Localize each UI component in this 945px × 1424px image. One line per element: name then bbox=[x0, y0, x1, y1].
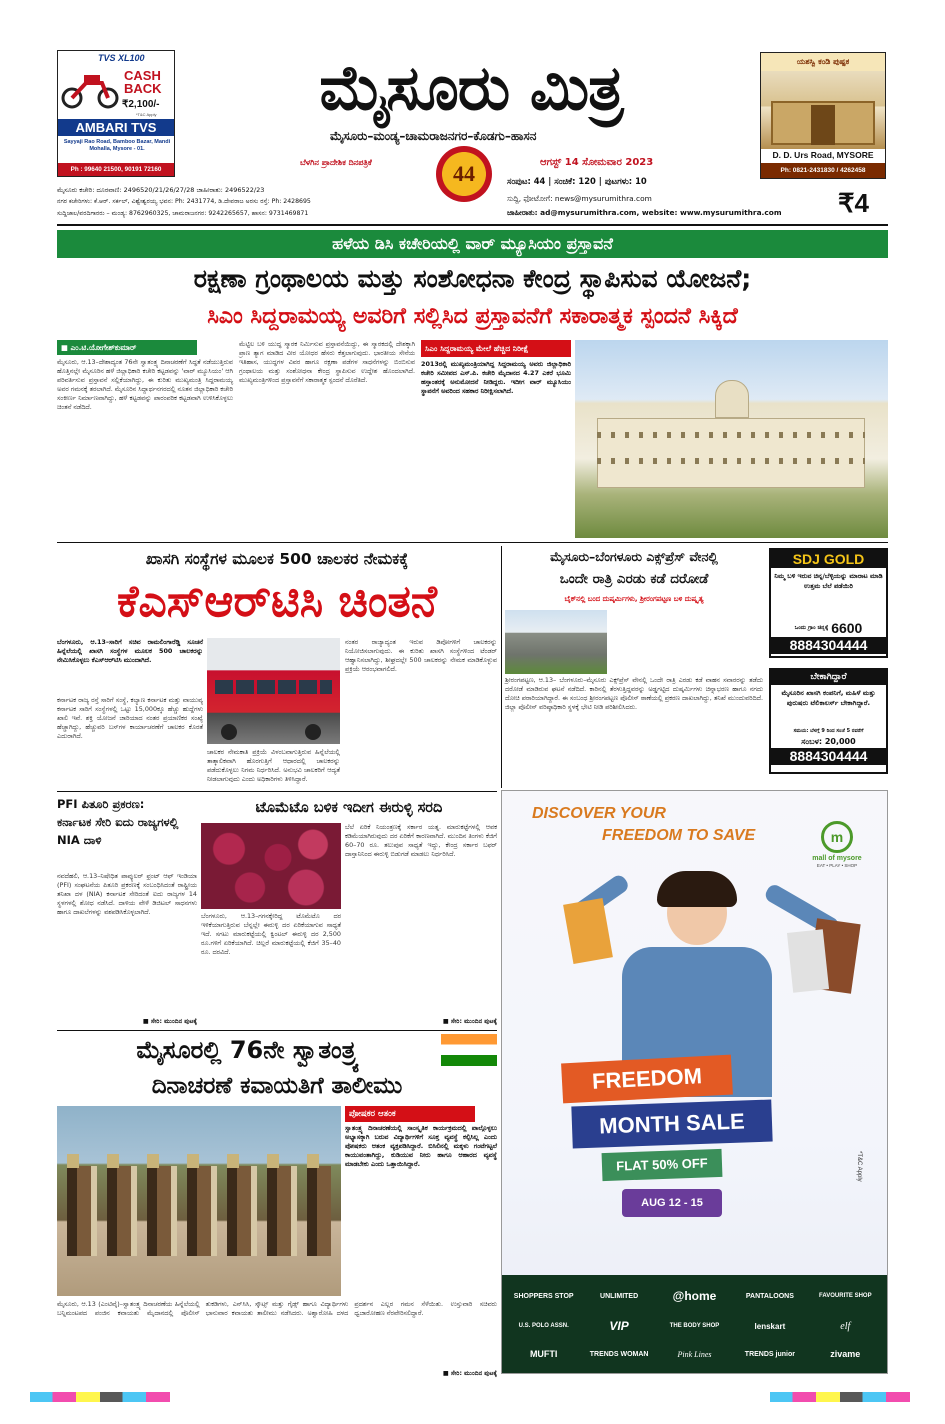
brand-14: TRENDS junior bbox=[744, 1350, 795, 1358]
brand-2: UNLIMITED bbox=[600, 1292, 639, 1300]
story1-headline-1: ರಕ್ಷಣಾ ಗ್ರಂಥಾಲಯ ಮತ್ತು ಸಂಶೋಧನಾ ಕೇಂದ್ರ ಸ್ಥಾಪಿಸುವ ಯೋಜನೆ; bbox=[193, 264, 752, 293]
story3-kicker: ಮೈಸೂರು–ಬೆಂಗಳೂರು ಎಕ್ಸ್‌ಪ್ರೆಸ್ ವೇನಲ್ಲಿ bbox=[550, 549, 718, 564]
email-line-2: ಜಾಹೀರಾತು: ad@mysurumithra.com, website: www.mysurumithra.com bbox=[507, 208, 782, 217]
sale-dates: AUG 12 - 15 bbox=[622, 1189, 722, 1217]
story6-photo-parade bbox=[57, 1106, 341, 1296]
wanted-salary: ಸಂಬಳ: 20,000 bbox=[801, 737, 856, 746]
tvs-cashback: CASH BACK bbox=[124, 68, 162, 96]
wanted-title: ಬೇಕಾಗಿದ್ದಾರೆ bbox=[771, 670, 886, 685]
story2-body2: ಚಾಲಕರ ನೇಮಕಾತಿ ಪ್ರಕ್ರಿಯೆ ವಿಳಂಬವಾಗುತ್ತಿರುವ ಹಿನ್ನೆಲೆಯಲ್ಲಿ ತಾತ್ಕಾಲಿಕವಾಗಿ ಹೊರಗುತ್ತಿಗೆ ಆಧಾರದಲ್ಲಿ ಚಾಲಕರನ್ನು ಪಡೆದುಕೊಳ್ಳಲು ನಿಗಮ ನಿರ್ಧರಿಸಿದೆ. ಅನುಭವಿ ಚಾಲಕರಿಗೆ ಆದ್ಯತೆ ನೀಡಲಾಗುವುದು ಎಂದು ಅಧಿಕಾರಿಗಳು ತಿಳಿಸಿದ್ದಾರೆ. bbox=[207, 748, 343, 783]
tvs-address: Sayyaji Rao Road, Bamboo Bazar, Mandi Mohalla, Mysore - 01. bbox=[63, 139, 171, 152]
mall-ad[interactable] bbox=[501, 790, 888, 1374]
story3-body: ಶ್ರೀರಂಗಪಟ್ಟಣ, ಆ.13– ಬೆಂಗಳೂರು–ಮೈಸೂರು ಎಕ್ಸ್‌ಪ್ರೆಸ್ ವೇನಲ್ಲಿ ಒಂದೇ ರಾತ್ರಿ ಎರಡು ಕಡೆ ವಾಹನ ಸವಾರರನ್ನು ತಡೆದು ದರೋಡೆ ಮಾಡಿರುವ ಘಟನೆ ನಡೆದಿದೆ. ಕಾರಿನಲ್ಲಿ ತೆರಳುತ್ತಿದ್ದವರನ್ನು ಅಡ್ಡಗಟ್ಟಿದ ದುಷ್ಕರ್ಮಿಗಳು ಚಿನ್ನಾಭರಣ ಹಾಗೂ ನಗದು ದೋಚಿ ಪರಾರಿಯಾಗಿದ್ದಾರೆ. ಈ ಸಂಬಂಧ ಶ್ರೀರಂಗಪಟ್ಟಣ ಪೊಲೀಸ್ ಠಾಣೆಯಲ್ಲಿ ಪ್ರಕರಣ ದಾಖಲಾಗಿದ್ದು, ತನಿಖೆ ಮುಂದುವರಿದಿದೆ. ಜಿಲ್ಲಾ ಪೊಲೀಸ್ ವರಿಷ್ಠಾಧಿಕಾರಿ ಸ್ಥಳಕ್ಕೆ ಭೇಟಿ ನೀಡಿ ಪರಿಶೀಲಿಸಿದರು. bbox=[505, 676, 766, 711]
story6-credit: ■ ಸೇರಿ: ಮುಂದಿನ ಪುಟಕ್ಕೆ bbox=[442, 1370, 497, 1377]
brand-strip bbox=[502, 1275, 887, 1373]
story4-body: ನವದೆಹಲಿ, ಆ.13–ನಿಷೇಧಿತ ಪಾಪ್ಯುಲರ್ ಫ್ರಂಟ್ ಆಫ್ ಇಂಡಿಯಾ (PFI) ಸಂಘಟನೆಯ ಪಿತೂರಿ ಪ್ರಕರಣಕ್ಕೆ ಸಂಬಂಧಿಸಿದಂತೆ ರಾಷ್ಟ್ರೀಯ ತನಿಖಾ ದಳ (NIA) ಕರ್ನಾಟಕ ಸೇರಿದಂತೆ ಐದು ರಾಜ್ಯಗಳ 14 ಸ್ಥಳಗಳಲ್ಲಿ ಶೋಧ ನಡೆಸಿದೆ. ದಾಳಿಯ ವೇಳೆ ಡಿಜಿಟಲ್ ಸಾಧನಗಳು ಹಾಗೂ ದಾಖಲೆಗಳನ್ನು ವಶಪಡಿಸಿಕೊಳ್ಳಲಾಗಿದೆ. bbox=[57, 872, 200, 916]
tvs-dealer: AMBARI TVS bbox=[58, 119, 174, 136]
sdj-rate: 6600 bbox=[831, 620, 863, 636]
masthead-rule bbox=[57, 224, 888, 226]
mall-tc: *T&C Apply bbox=[856, 1151, 862, 1182]
story2-body1: ಕರ್ನಾಟಕ ರಾಜ್ಯ ರಸ್ತೆ ಸಾರಿಗೆ ಸಂಸ್ಥೆ, ಕಲ್ಯಾಣ ಕರ್ನಾಟಕ ಮತ್ತು ವಾಯುವ್ಯ ಕರ್ನಾಟಕ ಸಾರಿಗೆ ಸಂಸ್ಥೆಗಳಲ್ಲಿ ಒಟ್ಟು 15,000ಕ್ಕೂ ಹೆಚ್ಚು ಹುದ್ದೆಗಳು ಖಾಲಿ ಇವೆ. ಶಕ್ತಿ ಯೋಜನೆ ಜಾರಿಯಾದ ನಂತರ ಪ್ರಯಾಣಿಕರ ಸಂಖ್ಯೆ ಹೆಚ್ಚಾಗಿದ್ದು, ಹೆಚ್ಚುವರಿ ಬಸ್‌ಗಳ ಕಾರ್ಯಾಚರಣೆಗೆ ಚಾಲಕರ ಕೊರತೆ ಎದುರಾಗಿದೆ. bbox=[57, 696, 206, 740]
brand-12: TRENDS WOMAN bbox=[589, 1350, 649, 1358]
masthead-title: ಮೈಸೂರು ಮಿತ್ರ bbox=[319, 51, 623, 124]
sdj-text: ನಿಮ್ಮ ಬಳಿ ಇರುವ ಚಿನ್ನ/ಬೆಳ್ಳಿಯನ್ನು ಮಾರಾಟ ಮಾಡಿ ಉತ್ತಮ ಬೆಲೆ ಪಡೆಯಿರಿ bbox=[774, 572, 883, 590]
story2-headline: ಕೆಎಸ್‌ಆರ್‌ಟಿಸಿ ಚಿಂತನೆ bbox=[116, 576, 438, 627]
story2-lead: ಬೆಂಗಳೂರು, ಆ.13–ಸಾರಿಗೆ ಸಚಿವ ರಾಮಲಿಂಗಾರೆಡ್ಡಿ ಸೂಚನೆ ಹಿನ್ನೆಲೆಯಲ್ಲಿ ಖಾಸಗಿ ಸಂಸ್ಥೆಗಳ ಮೂಲಕ 500 ಚಾಲಕರನ್ನು ನೇಮಿಸಿಕೊಳ್ಳಲು ಕೆಎಸ್‌ಆರ್‌ಟಿಸಿ ಮುಂದಾಗಿದೆ. bbox=[57, 638, 206, 664]
masthead-tagline: ಬೆಳಗಿನ ಪ್ರಾದೇಶಿಕ ದಿನಪತ್ರಿಕೆ bbox=[300, 158, 372, 167]
tvs-ad[interactable] bbox=[57, 50, 175, 177]
story1-byline: ■ ಎಂ.ಟಿ.ಯೋಗೇಶ್‌ಕುಮಾರ್ bbox=[57, 340, 197, 355]
rule-2 bbox=[57, 791, 497, 792]
mall-tag: EAT • PLAY • SHOP bbox=[816, 863, 858, 868]
brand-9: lenskart bbox=[754, 1321, 786, 1331]
sdj-title: SDJ GOLD bbox=[771, 550, 886, 568]
story1-headline-2: ಸಿಎಂ ಸಿದ್ದರಾಮಯ್ಯ ಅವರಿಗೆ ಸಲ್ಲಿಸಿದ ಪ್ರಸ್ತಾವನೆಗೆ ಸಕಾರಾತ್ಮಕ ಸ್ಪಂದನೆ ಸಿಕ್ಕಿದೆ bbox=[207, 304, 738, 329]
tvs-tc: *T&C Apply bbox=[136, 112, 157, 117]
brand-8: THE BODY SHOP bbox=[669, 1323, 720, 1329]
brand-4: PANTALOONS bbox=[745, 1292, 794, 1300]
sale-offer: FLAT 50% OFF bbox=[602, 1149, 723, 1181]
email-line-1: ಸುದ್ದಿ, ಫೋಟೋಗೆ: news@mysurumithra.com bbox=[507, 194, 652, 203]
brand-10: elf bbox=[840, 1320, 851, 1332]
story4-credit: ■ ಸೇರಿ: ಮುಂದಿನ ಪುಟಕ್ಕೆ bbox=[142, 1018, 197, 1025]
story6-flag-inset bbox=[441, 1034, 497, 1066]
sdj-gold-ad[interactable] bbox=[769, 548, 888, 658]
sale-banner-1: FREEDOM bbox=[561, 1055, 733, 1104]
yashasvi-name: ಯಶಸ್ವಿ ಕಂಡಿ ಪುಷ್ಪಕ bbox=[761, 53, 885, 71]
story1-col1: ಮೈಸೂರು, ಆ.13–ದೇಶಾದ್ಯಂತ 76ನೇ ಸ್ವಾತಂತ್ರ್ಯ ದಿನಾಚರಣೆಗೆ ಸಿದ್ಧತೆ ನಡೆಯುತ್ತಿರುವ ಹೊತ್ತಿನಲ್ಲೇ ಮೈಸೂರಿನ ಹಳೆ ಜಿಲ್ಲಾಧಿಕಾರಿ ಕಚೇರಿ ಕಟ್ಟಡವನ್ನು 'ವಾರ್ ಮ್ಯೂಸಿಯಂ' ಆಗಿ ಪರಿವರ್ತಿಸುವ ಪ್ರಸ್ತಾವನೆ ಸಲ್ಲಿಕೆಯಾಗಿದ್ದು, ಈ ಕುರಿತು ಮುಖ್ಯಮಂತ್ರಿ ಸಿದ್ದರಾಮಯ್ಯ ಅವರ ಗಮನಕ್ಕೆ ತರಲಾಗಿದೆ. ಮೈಸೂರಿನ ಸಿದ್ದಾರ್ಥನಗರದಲ್ಲಿ ನೂತನ ಜಿಲ್ಲಾಧಿಕಾರಿ ಕಚೇರಿ ಸಂಕೀರ್ಣ ನಿರ್ಮಾಣವಾಗಿದ್ದು, ಹಳೆ ಕಟ್ಟಡವನ್ನು ಪಾರಂಪರಿಕ ಕಟ್ಟಡವಾಗಿ ಉಳಿಸಿಕೊಳ್ಳಲು ಚಿಂತನೆ ನಡೆದಿದೆ. bbox=[57, 358, 236, 411]
mall-logo-icon: m bbox=[821, 821, 853, 853]
brand-13: Pink Lines bbox=[677, 1349, 712, 1359]
story3-sub: ಬೈಕ್‌ನಲ್ಲಿ ಬಂದ ದುಷ್ಕರ್ಮಿಗಳು, ಶ್ರೀರಂಗಪಟ್ಟಣ ಬಳಿ ದುಷ್ಕೃತ್ಯ bbox=[564, 595, 704, 603]
colour-bar-right bbox=[770, 1392, 910, 1402]
story5-photo-onion bbox=[201, 823, 341, 909]
yashasvi-address: D. D. Urs Road, MYSORE bbox=[772, 150, 874, 160]
story6-headline-1: ಮೈಸೂರಲ್ಲಿ 76ನೇ ಸ್ವಾತಂತ್ರ್ಯ bbox=[136, 1036, 360, 1064]
sale-banner-2: MONTH SALE bbox=[571, 1100, 772, 1149]
brand-5: FAVOURITE SHOP bbox=[819, 1293, 872, 1299]
sdj-rate-label: ಒಂದು ಗ್ರಾಂ ಚಿನ್ನಕ್ಕೆ bbox=[794, 624, 829, 631]
contact-line-1: ಮೈಸೂರು ಕಚೇರಿ: ದೂರವಾಣಿ: 2496520/21/26/27/28 ಜಾಹೀರಾತು: 2496522/23 bbox=[57, 186, 265, 194]
brand-7: VIP bbox=[609, 1319, 629, 1333]
mall-headline-1: DISCOVER YOUR bbox=[532, 805, 666, 822]
brand-11: MUFTI bbox=[529, 1349, 558, 1359]
rule-1 bbox=[57, 542, 888, 543]
wanted-time: ಸಮಯ: ಬೆಳಗ್ಗೆ 9 ರಿಂದ ಸಂಜೆ 5 ರವರೆಗೆ bbox=[793, 728, 864, 734]
story2-photo-bus bbox=[207, 638, 340, 744]
story6-headline-2: ದಿನಾಚರಣೆ ಕವಾಯತಿಗೆ ತಾಲೀಮು bbox=[151, 1073, 403, 1099]
brand-6: U.S. POLO ASSN. bbox=[518, 1323, 569, 1329]
brand-1: SHOPPERS STOP bbox=[513, 1292, 574, 1300]
story5-body1: ಬೆಂಗಳೂರು, ಆ.13–ಗಗನಕ್ಕೇರಿದ್ದ ಟೊಮೆಟೊ ದರ ಇಳಿಕೆಯಾಗುತ್ತಿರುವ ಬೆನ್ನಲ್ಲೇ ಈರುಳ್ಳಿ ದರ ಏರಿಕೆಯಾಗುವ ಸಾಧ್ಯತೆ ಇದೆ. ಸಗಟು ಮಾರುಕಟ್ಟೆಯಲ್ಲಿ ಕ್ವಿಂಟಲ್ ಈರುಳ್ಳಿ ದರ 2,500 ರೂ.ಗಳಿಗೆ ಏರಿಕೆಯಾಗಿದೆ. ಚಿಲ್ಲರೆ ಮಾರುಕಟ್ಟೆಯಲ್ಲಿ ಕೆಜಿಗೆ 35–40 ರೂ. ದರವಿದೆ. bbox=[201, 912, 344, 956]
wanted-phone: 8884304444 bbox=[771, 748, 886, 765]
masthead-issue: ಸಂಪುಟ: 44 | ಸಂಚಿಕೆ: 120 | ಪುಟಗಳು: 10 bbox=[507, 176, 647, 186]
story6-side-body: ಸ್ವಾತಂತ್ರ್ಯ ದಿನಾಚರಣೆಯಲ್ಲಿ ಸಾಂಸ್ಕೃತಿಕ ಕಾರ್ಯಕ್ರಮದಲ್ಲಿ ಪಾಲ್ಗೊಳ್ಳಲು ಅಭ್ಯಾಸಕ್ಕಾಗಿ ಬರುವ ವಿದ್ಯಾರ್ಥಿಗಳಿಗೆ ಸೂಕ್ತ ವ್ಯವಸ್ಥೆ ಕಲ್ಪಿಸಿಲ್ಲ ಎಂದು ಪೋಷಕರು ಆತಂಕ ವ್ಯಕ್ತಪಡಿಸಿದ್ದಾರೆ. ಬಿಸಿಲಿನಲ್ಲಿ ಮಕ್ಕಳು ಗಂಟೆಗಟ್ಟಲೆ ಕಾಯುವಂತಾಗಿದ್ದು, ಕುಡಿಯುವ ನೀರು ಹಾಗೂ ಆಹಾರದ ವ್ಯವಸ್ಥೆ ಮಾಡಬೇಕು ಎಂದು ಒತ್ತಾಯಿಸಿದ್ದಾರೆ. bbox=[345, 1124, 500, 1168]
story3-photo-expressway bbox=[505, 610, 607, 674]
yashasvi-phone: Ph: 0821-2431830 / 4262458 bbox=[761, 163, 885, 178]
masthead-subtitle: ಮೈಸೂರು–ಮಂಡ್ಯ–ಚಾಮರಾಜನಗರ–ಕೊಡಗು–ಹಾಸನ bbox=[330, 129, 537, 143]
story1-photo-caption: ಸಿಎಂ ಸಿದ್ದರಾಮಯ್ಯ ಮೇಲೆ ಹೆಚ್ಚಿದ ನಿರೀಕ್ಷೆ bbox=[421, 340, 571, 357]
wanted-text: ಮೈಸೂರಿನ ಖಾಸಗಿ ಕಂಪನಿಗೆ, ಮಹಿಳೆ ಮತ್ತು ಪುರುಷರು ಟೆಲಿಕಾಲರ್ಸ್ ಬೇಕಾಗಿದ್ದಾರೆ. bbox=[781, 689, 876, 707]
story4-headline: ಕರ್ನಾಟಕ ಸೇರಿ ಐದು ರಾಜ್ಯಗಳಲ್ಲಿ NIA ದಾಳಿ bbox=[57, 815, 179, 847]
story1-kicker: ಹಳೆಯ ಡಿಸಿ ಕಚೇರಿಯಲ್ಲಿ ವಾರ್ ಮ್ಯೂಸಿಯಂ ಪ್ರಸ್ತಾವನೆ bbox=[57, 230, 888, 258]
tvs-model: TVS XL100 bbox=[98, 53, 145, 63]
sdj-phone: 8884304444 bbox=[771, 637, 886, 654]
brand-3: @home bbox=[672, 1289, 717, 1303]
story6-side-kicker: ಪೋಷಕರ ಆತಂಕ bbox=[345, 1106, 475, 1122]
tvs-phone: Ph : 99640 21500, 90191 72160 bbox=[58, 163, 174, 176]
mall-headline-2: FREEDOM TO SAVE bbox=[602, 827, 756, 844]
brand-15: zivame bbox=[830, 1349, 861, 1359]
story1-photo-dc-office bbox=[575, 340, 888, 538]
story2-kicker: ಖಾಸಗಿ ಸಂಸ್ಥೆಗಳ ಮೂಲಕ 500 ಚಾಲಕರ ನೇಮಕಕ್ಕೆ bbox=[145, 550, 409, 568]
story3-headline: ಒಂದೇ ರಾತ್ರಿ ಎರಡು ಕಡೆ ದರೋಡೆ bbox=[559, 571, 709, 587]
story1-col2: ಮೆಟ್ಟಿಲ ಬಳಿ ಯುದ್ಧ ಸ್ಮಾರಕ ನಿರ್ಮಿಸುವ ಪ್ರಸ್ತಾವನೆಯಿದ್ದು, ಈ ಸ್ಮಾರಕದಲ್ಲಿ ದೇಶಕ್ಕಾಗಿ ಪ್ರಾಣ ತ್ಯಾಗ ಮಾಡಿದ ವೀರ ಯೋಧರ ಹೆಸರು ಕೆತ್ತಲಾಗುವುದು. ಭಾರತೀಯ ಸೇನೆಯ ಇತಿಹಾಸ, ಯುದ್ಧಗಳ ವಿವರ ಹಾಗೂ ರಕ್ಷಣಾ ಪಡೆಗಳ ಸಾಧನೆಗಳನ್ನು ಬಿಂಬಿಸುವ ಗ್ರಂಥಾಲಯ ಮತ್ತು ಸಂಶೋಧನಾ ಕೇಂದ್ರ ಸ್ಥಾಪಿಸುವ ಉದ್ದೇಶ ಹೊಂದಲಾಗಿದೆ. ಮುಖ್ಯಮಂತ್ರಿಗಳಿಂದ ಪ್ರಸ್ತಾವನೆಗೆ ಸಕಾರಾತ್ಮಕ ಸ್ಪಂದನೆ ದೊರೆತಿದೆ. bbox=[239, 340, 418, 384]
story2-body3: ನಂತರ ರಾಜ್ಯಾದ್ಯಂತ ಇರುವ ಡಿಪೋಗಳಿಗೆ ಚಾಲಕರನ್ನು ನಿಯೋಜಿಸಲಾಗುವುದು. ಈ ಕುರಿತು ಖಾಸಗಿ ಸಂಸ್ಥೆಗಳಿಂದ ಟೆಂಡರ್ ಆಹ್ವಾನಿಸಲಾಗಿದ್ದು, ಶೀಘ್ರದಲ್ಲೇ 500 ಚಾಲಕರನ್ನು ನೇಮಕ ಮಾಡಿಕೊಳ್ಳುವ ಪ್ರಕ್ರಿಯೆ ಆರಂಭವಾಗಲಿದೆ. bbox=[345, 638, 500, 673]
yashasvi-ad[interactable] bbox=[760, 52, 886, 179]
masthead-date: ಆಗಸ್ಟ್ 14 ಸೋಮವಾರ 2023 bbox=[540, 157, 654, 168]
column-divider bbox=[501, 546, 502, 788]
contact-line-2: ನಗರ ಕಚೇರಿಗಳು: ಕೆ.ಆರ್. ಸರ್ಕಲ್, ವಿಶ್ವೇಶ್ವರಯ್ಯ ಭವನ: Ph: 2431774, ಡಿ.ದೇವರಾಜ ಅರಸು ರಸ್ತೆ: Ph: 2428695 bbox=[57, 198, 311, 205]
story5-body2: ಬೆಲೆ ಏರಿಕೆ ನಿಯಂತ್ರಣಕ್ಕೆ ಸರ್ಕಾರ ಯತ್ನ. ಮಾರುಕಟ್ಟೆಗಳಲ್ಲಿ ಆವಕ ಕಡಿಮೆಯಾಗಿರುವುದು ದರ ಏರಿಕೆಗೆ ಕಾರಣವಾಗಿದೆ. ಮುಂದಿನ ತಿಂಗಳು ಕೆಜಿಗೆ 60–70 ರೂ. ತಲುಪುವ ಸಾಧ್ಯತೆ ಇದ್ದು, ಕೇಂದ್ರ ಸರ್ಕಾರ ಬಫರ್ ದಾಸ್ತಾನಿನಿಂದ ಈರುಳ್ಳಿ ಬಿಡುಗಡೆ ಮಾಡಲು ನಿರ್ಧರಿಸಿದೆ. bbox=[345, 823, 500, 858]
price: ₹4 bbox=[838, 188, 870, 218]
contact-line-3: ಸುದ್ದಿಜಾಲ/ವರದಿಗಾರರು – ಮಂಡ್ಯ: 8762960325, ಚಾಮರಾಜನಗರ: 9242265657, ಹಾಸನ: 9731469871 bbox=[57, 210, 309, 217]
colour-bar-left bbox=[30, 1392, 170, 1402]
mall-name: mall of mysore bbox=[812, 855, 862, 862]
story4-kicker: PFI ಪಿತೂರಿ ಪ್ರಕರಣ: bbox=[57, 797, 145, 811]
story6-body: ಮೈಸೂರು, ಆ.13 (ಎಂಟಿವೈ)–ಸ್ವಾತಂತ್ರ್ಯ ದಿನಾಚರಣೆಯ ಹಿನ್ನೆಲೆಯಲ್ಲಿ ಬನ್ನಿಮಂಟಪದ ಪಂಜಿನ ಕವಾಯತು ಮೈದಾನದಲ್ಲಿ ಪೊಲೀಸ್ ತುಕಡಿಗಳು, ಎನ್‌ಸಿಸಿ, ಸ್ಕೌಟ್ಸ್ ಮತ್ತು ಗೈಡ್ಸ್ ಹಾಗೂ ವಿದ್ಯಾರ್ಥಿಗಳು ಭಾನುವಾರ ಕವಾಯತು ತಾಲೀಮು ನಡೆಸಿದರು. ಅಶ್ವಾರೋಹಿ ದಳದ ಪ್ರದರ್ಶನ ಎಲ್ಲರ ಗಮನ ಸೆಳೆಯಿತು. ಉಸ್ತುವಾರಿ ಸಚಿವರು ಧ್ವಜಾರೋಹಣ ನೆರವೇರಿಸಲಿದ್ದಾರೆ. bbox=[57, 1300, 500, 1317]
rule-3 bbox=[57, 1030, 497, 1031]
wanted-ad[interactable] bbox=[769, 668, 888, 774]
yashasvi-photo bbox=[761, 71, 885, 149]
motorcycle-icon bbox=[60, 65, 120, 109]
story1-photo-text: 2013ರಲ್ಲಿ ಮುಖ್ಯಮಂತ್ರಿಯಾಗಿದ್ದ ಸಿದ್ದರಾಮಯ್ಯ ಅವರು ಜಿಲ್ಲಾಧಿಕಾರಿ ಕಚೇರಿ ಸಮೀಪದ ಎಸ್.ಪಿ. ಕಚೇರಿ ಮೈದಾನದ 4.27 ಎಕರೆ ಭೂಮಿ ಹಸ್ತಾಂತರಕ್ಕೆ ಅನುಮೋದನೆ ನೀಡಿದ್ದರು. ಇದೀಗ ವಾರ್ ಮ್ಯೂಸಿಯಂ ಸ್ಥಾಪನೆಗೆ ಅವರಿಂದ ಸಹಕಾರ ನಿರೀಕ್ಷಿಸಲಾಗಿದೆ. bbox=[421, 360, 574, 395]
story5-headline: ಟೊಮೆಟೊ ಬಳಿಕ ಇದೀಗ ಈರುಳ್ಳಿ ಸರದಿ bbox=[255, 800, 443, 816]
story5-credit: ■ ಸೇರಿ: ಮುಂದಿನ ಪುಟಕ್ಕೆ bbox=[442, 1018, 497, 1025]
badge-number: 44 bbox=[453, 161, 475, 186]
tvs-amount: ₹2,100/- bbox=[122, 99, 160, 110]
